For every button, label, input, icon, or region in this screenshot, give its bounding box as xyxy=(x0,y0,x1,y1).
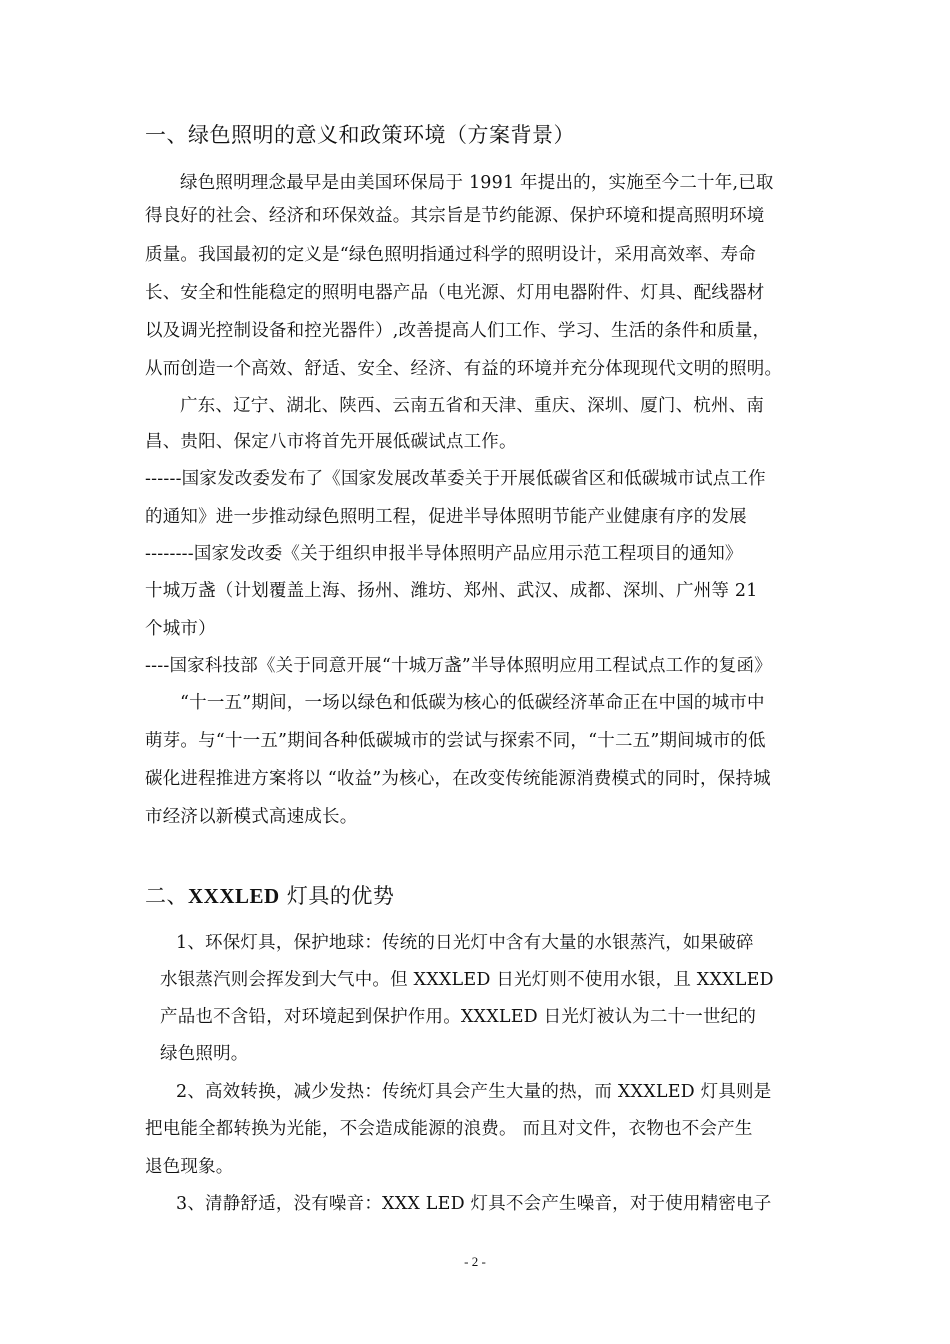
section-1-line: 个城市） xyxy=(145,619,216,639)
page-number: - 2 - xyxy=(464,1254,486,1269)
section-1-line: 质量。我国最初的定义是“绿色照明指通过科学的照明设计，采用高效率、寿命 xyxy=(145,245,756,265)
section-2-heading-prefix: 二、 xyxy=(145,884,188,908)
section-1-line: 市经济以新模式高速成长。 xyxy=(145,807,358,827)
section-1-line: 萌芽。与“十一五”期间各种低碳城市的尝试与探索不同，“十二五”期间城市的低 xyxy=(145,731,766,751)
section-1-heading: 一、绿色照明的意义和政策环境（方案背景） xyxy=(145,123,575,147)
section-1-line: 十城万盏（计划覆盖上海、扬州、潍坊、郑州、武汉、成都、深圳、广州等 21 xyxy=(145,581,758,601)
section-2-line: 把电能全都转换为光能，不会造成能源的浪费。 而且对文件，衣物也不会产生 xyxy=(145,1119,753,1139)
section-1-line: 碳化进程推进方案将以 “收益”为核心，在改变传统能源消费模式的同时，保持城 xyxy=(145,769,771,789)
section-2-line: 绿色照明。 xyxy=(160,1044,249,1064)
section-2-line: 2、高效转换，减少发热：传统灯具会产生大量的热，而 XXXLED 灯具则是 xyxy=(176,1082,772,1102)
section-1-line: 广东、辽宁、湖北、陕西、云南五省和天津、重庆、深圳、厦门、杭州、南 xyxy=(180,396,765,416)
section-1-line: 得良好的社会、经济和环保效益。其宗旨是节约能源、保护环境和提高照明环境 xyxy=(145,206,765,226)
section-1-line: 绿色照明理念最早是由美国环保局于 1991 年提出的，实施至今二十年,已取 xyxy=(180,173,774,193)
section-2-line: 3、清静舒适，没有噪音：XXX LED 灯具不会产生噪音，对于使用精密电子 xyxy=(176,1194,772,1214)
section-1-line: 从而创造一个高效、舒适、安全、经济、有益的环境并充分体现现代文明的照明。 xyxy=(145,359,783,379)
section-1-line: ------国家发改委发布了《国家发展改革委关于开展低碳省区和低碳城市试点工作 xyxy=(145,469,766,489)
section-1-line: ----国家科技部《关于同意开展“十城万盏”半导体照明应用工程试点工作的复函》 xyxy=(145,656,772,676)
section-2-line: 1、环保灯具，保护地球：传统的日光灯中含有大量的水银蒸汽，如果破碎 xyxy=(176,933,754,953)
section-1-line: 昌、贵阳、保定八市将首先开展低碳试点工作。 xyxy=(145,432,517,452)
section-2-line: 产品也不含铅，对环境起到保护作用。XXXLED 日光灯被认为二十一世纪的 xyxy=(160,1007,757,1027)
section-2-line: 退色现象。 xyxy=(145,1157,234,1177)
section-1-line: 长、安全和性能稳定的照明电器产品（电光源、灯用电器附件、灯具、配线器材 xyxy=(145,283,765,303)
section-2-line: 水银蒸汽则会挥发到大气中。但 XXXLED 日光灯则不使用水银，且 XXXLED xyxy=(160,970,774,990)
section-1-line: 的通知》进一步推动绿色照明工程，促进半导体照明节能产业健康有序的发展 xyxy=(145,507,747,527)
section-1-line: “十一五”期间，一场以绿色和低碳为核心的低碳经济革命正在中国的城市中 xyxy=(180,693,765,713)
section-2-heading xyxy=(145,883,394,909)
section-2-heading-brand: XXXLED xyxy=(188,884,280,908)
section-1-line: --------国家发改委《关于组织申报半导体照明产品应用示范工程项目的通知》 xyxy=(145,544,743,564)
section-2-heading-suffix: 灯具的优势 xyxy=(279,884,395,908)
section-1-line: 以及调光控制设备和控光器件）,改善提高人们工作、学习、生活的条件和质量， xyxy=(145,321,771,341)
